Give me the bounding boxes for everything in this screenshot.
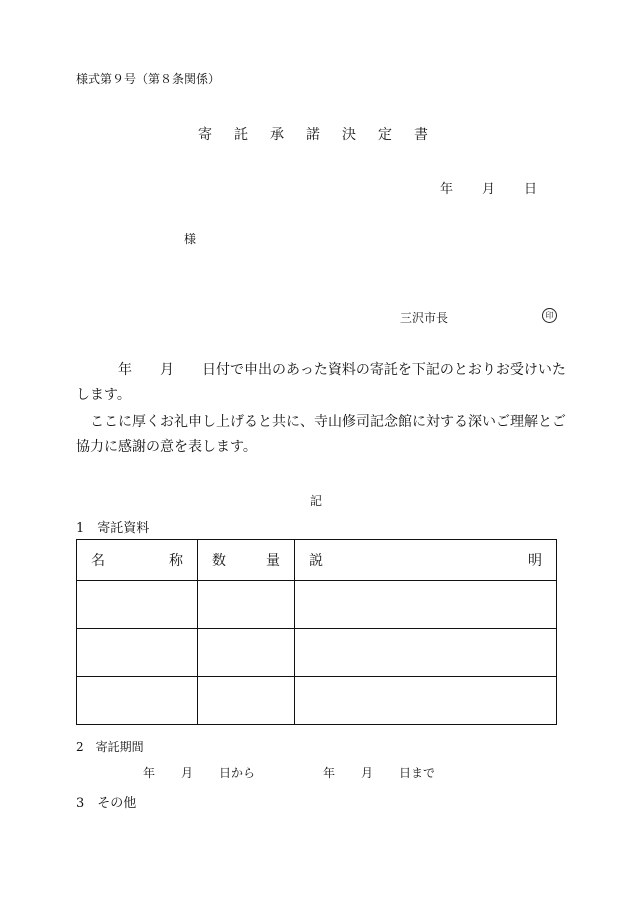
table-row <box>77 629 557 677</box>
period-from-year: 年 <box>143 766 156 780</box>
period-to-day: 日まで <box>399 766 436 780</box>
table-cell[interactable] <box>77 629 198 677</box>
col-header-quantity <box>198 540 295 581</box>
section-1-heading: 1 寄託資料 <box>76 521 150 536</box>
title-char: 決 <box>342 127 356 143</box>
header-text: 明 <box>528 553 542 569</box>
table-cell[interactable] <box>77 581 198 629</box>
table-header-row <box>77 540 557 581</box>
table-cell[interactable] <box>77 677 198 725</box>
title-char: 書 <box>414 127 428 143</box>
body-line: ここに厚くお礼申し上げると共に、寺山修司記念館に対する深いご理解とご <box>90 414 566 430</box>
table-cell[interactable] <box>198 629 295 677</box>
issue-date <box>440 178 537 197</box>
section-2-heading: 2 寄託期間 <box>76 740 144 754</box>
table-cell[interactable] <box>198 581 295 629</box>
period-to-month: 月 <box>361 766 374 780</box>
form-number: 様式第９号（第８条関係） <box>76 72 221 86</box>
date-month: 月 <box>482 182 496 197</box>
section-3-heading: 3 その他 <box>76 796 137 811</box>
table-cell[interactable] <box>295 677 557 725</box>
table-cell[interactable] <box>198 677 295 725</box>
header-text: 称 <box>169 553 183 569</box>
col-header-description <box>295 540 557 581</box>
table-cell[interactable] <box>295 629 557 677</box>
table-row <box>77 581 557 629</box>
title-char: 託 <box>234 127 248 143</box>
title-char: 定 <box>378 127 392 143</box>
header-text: 数 <box>212 553 226 569</box>
header-text: 名 <box>91 553 105 569</box>
body-paragraph-2 <box>76 410 566 460</box>
addressee-honorific: 様 <box>184 232 197 246</box>
header-text: 説 <box>309 553 323 569</box>
table-cell[interactable] <box>295 581 557 629</box>
header-text: 量 <box>266 553 280 569</box>
title-char: 寄 <box>198 127 212 143</box>
date-day: 日 <box>524 182 538 197</box>
title-char: 諾 <box>306 127 320 143</box>
seal-mark: 印 <box>542 308 557 323</box>
body-line: 年 月 日付で申出のあった資料の寄託を下記のとおりお受けいた <box>118 362 566 378</box>
ki-marker: 記 <box>310 494 323 508</box>
table-row <box>77 677 557 725</box>
period-from-month: 月 <box>181 766 194 780</box>
deposit-items-table <box>76 539 557 725</box>
period-from-day: 日から <box>219 766 256 780</box>
period-to-year: 年 <box>323 766 336 780</box>
col-header-name <box>77 540 198 581</box>
issuer-name: 三沢市長 <box>400 311 449 325</box>
document-title <box>198 124 428 144</box>
body-paragraph-1 <box>76 358 566 408</box>
deposit-period <box>143 764 435 781</box>
date-year: 年 <box>440 182 454 197</box>
body-line: します。 <box>76 387 131 403</box>
body-line: 協力に感謝の意を表します。 <box>76 439 257 455</box>
title-char: 承 <box>270 127 284 143</box>
